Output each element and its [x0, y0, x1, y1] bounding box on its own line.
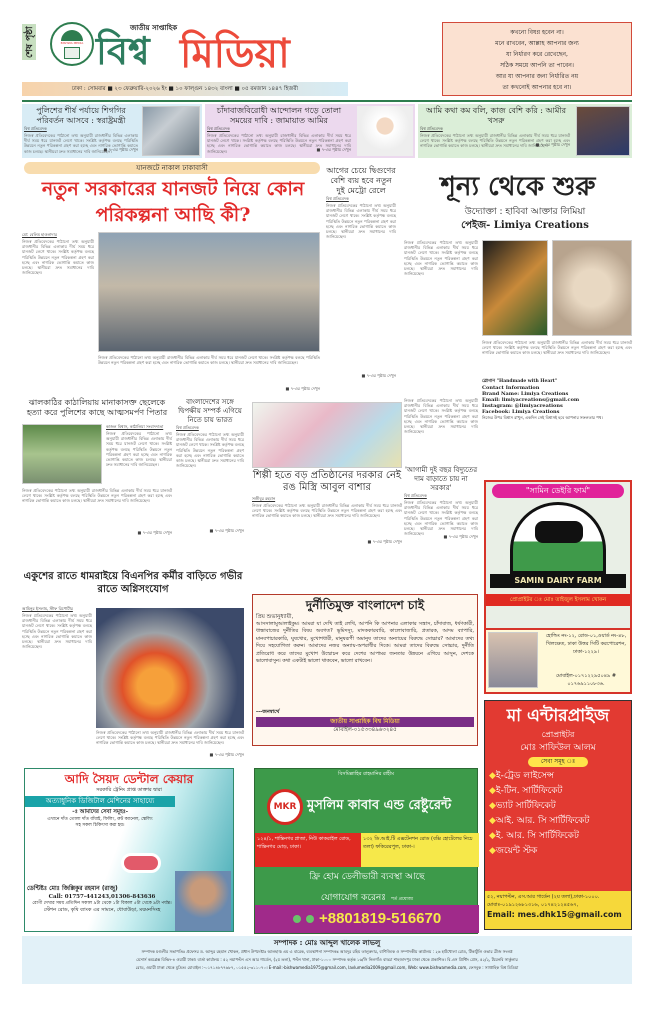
dairy-ad-contact	[484, 630, 632, 694]
ad-role: প্রোপ্রাইটর	[541, 730, 575, 739]
lead-body-bottom: নিজস্ব প্রতিবেদকের পাঠানো তথ্য অনুযায়ী রাজধানীর বিভিন্ন এলাকায় দীর্ঘ সময় ধরে যানজট লেগে থাকে। সংশ্লিষ্ট কর্তৃপক্ষ বলছে পরিস্থিতি উন্নয়নে নতুন পরিকল্পনা গ্রহণ করা হচ্ছে এবং নাগরিক ভোগান্তি কমাতে কাজ চলছে। স্থানীয়রা দ্রুত সমাধানের দাবি জানিয়েছেন।	[98, 355, 320, 366]
story-body: নিজস্ব প্রতিবেদকের পাঠানো তথ্য অনুযায়ী রাজধানীর বিভিন্ন এলাকায় দীর্ঘ সময় ধরে যানজট লেগে থাকে। সংশ্লিষ্ট কর্তৃপক্ষ বলছে পরিস্থিতি উন্নয়নে নতুন পরিকল্পনা গ্রহণ করা হচ্ছে এবং নাগরিক ভোগান্তি কমাতে কাজ চলছে। স্থানীয়রা দ্রুত সমাধানের দাবি জানিয়েছেন।	[22, 613, 92, 650]
continued-link[interactable]: ■ ৭-এর পৃষ্ঠায় দেখুন	[316, 147, 351, 152]
illustration-fire	[96, 608, 244, 728]
logo-text: BISHWA MEDIA	[60, 41, 84, 45]
fire-title[interactable]: একুশের রাতে ধামরাইয়ে বিএনপির কর্মীর বাড়িতে গভীর রাতে অগ্নিসংযোগ	[23, 571, 243, 595]
diamond-icon: ◆	[489, 846, 496, 856]
service-label: ই. আর. সি সার্টিফিকেট	[495, 831, 579, 841]
continued-link[interactable]: ■ ৭-এর পৃষ্ঠায় দেখুন	[209, 528, 244, 533]
story-title: 'আগামী দুই বছর বিদ্যুতের দাম বাড়াতে চায় না সরকার'	[404, 466, 478, 492]
email-link[interactable]: Email: limiyacreations@gmail.com	[482, 397, 580, 403]
jhalakathi-title[interactable]: ঝালকাঠির কাঠালিয়ায় মানাকাসক্ত ছেলেকে হত্যা করে পুলিশের কাছে আত্মসমর্পণ পিতার	[26, 398, 168, 417]
quote-line: তা কখনোই আপনার হবে না।	[502, 84, 572, 91]
service-label: আই. আর. সি সার্টিফিকেট	[495, 816, 590, 826]
proprietor: প্রোপ্রাইটর ঃ মোঃ তাইজুল ইসলাম খোকন	[486, 594, 630, 606]
story-body: নিজস্ব প্রতিবেদকের পাঠানো তথ্য অনুযায়ী রাজধানীর বিভিন্ন এলাকায় দীর্ঘ সময় ধরে যানজট লেগে থাকে। সংশ্লিষ্ট কর্তৃপক্ষ বলছে পরিস্থিতি উন্নয়নে নতুন পরিকল্পনা গ্রহণ করা হচ্ছে এবং নাগরিক ভোগান্তি কমাতে কাজ চলছে। স্থানীয়রা দ্রুত সমাধানের দাবি জানিয়েছেন।	[176, 432, 244, 469]
diamond-icon: ◆	[489, 801, 496, 811]
story-body: নিজস্ব প্রতিবেদকের পাঠানো তথ্য অনুযায়ী রাজধানীর বিভিন্ন এলাকায় দীর্ঘ সময় ধরে যানজট লেগে থাকে। সংশ্লিষ্ট কর্তৃপক্ষ বলছে পরিস্থিতি উন্নয়নে নতুন পরিকল্পনা গ্রহণ করা হচ্ছে এবং নাগরিক ভোগান্তি কমাতে কাজ চলছে। স্থানীয়রা দ্রুত সমাধানের দাবি জানিয়েছেন।	[207, 133, 351, 154]
footer-line: সম্পাদক মণ্ডলীর সভাপতিঃ প্রফেসর ড. আব্দুর রহমান খোকন, প্রধান উপদেষ্টাঃ আলহাজ্ব এম এ বারেক, ব্যবস্থাপনা সম্পাদকঃ আবদুর রহিম তালুকদার, বাণিজ্যিক ও সম্পাদকীয় কার্যালয় : ২৬ হাটখোলা রোড, টিকাটুলি ওভার ব্রীজ সংলগ্ন	[141, 949, 513, 954]
ad-title: "সামিন ডেইরি ফার্ম"	[492, 484, 624, 498]
service-item	[485, 844, 631, 859]
power-story[interactable]	[404, 466, 478, 546]
masthead-tagline: জাতীয় সাপ্তাহিক	[130, 24, 178, 32]
dairy-ad[interactable]	[484, 480, 632, 630]
photo-traffic-jam	[98, 232, 320, 352]
story-title: আমি কথা কম বলি, কাজ বেশি করি : আমীর খসরু	[425, 106, 567, 125]
story-body: নিজস্ব প্রতিবেদকের পাঠানো তথ্য অনুযায়ী রাজধানীর বিভিন্ন এলাকায় দীর্ঘ সময় ধরে যানজট লেগে থাকে। সংশ্লিষ্ট কর্তৃপক্ষ বলছে পরিস্থিতি উন্নয়নে নতুন পরিকল্পনা গ্রহণ করা হচ্ছে এবং নাগরিক ভোগান্তি কমাতে কাজ চলছে। স্থানীয়রা দ্রুত সমাধানের দাবি জানিয়েছেন।	[404, 500, 478, 537]
service-label: ভ্যাট সার্টিফিকেট	[495, 801, 556, 811]
story-title: আগের চেয়ে দ্বিগুণের বেশি ব্যয় হবে নতুন দুই মেট্রো রেলে	[326, 166, 396, 195]
footer-editor: সম্পাদক : মোঃ আব্দুল খালেক লাভলু	[273, 939, 381, 947]
services-label: -ঃ আমাদের সেবা সমূহঃ-	[71, 809, 129, 815]
diamond-icon: ◆	[489, 771, 496, 781]
cow-icon	[535, 521, 583, 543]
byline: মো: বেলিম হাওলাদার	[22, 232, 57, 237]
story-body: নিজস্ব প্রতিবেদকের পাঠানো তথ্য অনুযায়ী রাজধানীর বিভিন্ন এলাকায় দীর্ঘ সময় ধরে যানজট লেগে থাকে। সংশ্লিষ্ট কর্তৃপক্ষ বলছে পরিস্থিতি উন্নয়নে নতুন পরিকল্পনা গ্রহণ করা হচ্ছে এবং নাগরিক ভোগান্তি কমাতে কাজ চলছে। স্থানীয়রা দ্রুত সমাধানের দাবি জানিয়েছেন।	[22, 239, 94, 276]
continued-link[interactable]: ■ ৭-এর পৃষ্ঠায় দেখুন	[367, 539, 402, 544]
signature: ---জনস্বার্থে	[256, 709, 280, 715]
ad-banner: অত্যাধুনিক ডিজিটাল মেশিনের সাহায্যে	[25, 796, 175, 807]
byline: বিশ্ব প্রতিবেদক	[24, 126, 47, 131]
metro-story[interactable]	[326, 166, 396, 396]
globe-icon	[61, 30, 83, 41]
service-label: ই-ট্রেড লাইসেন্স	[495, 771, 555, 781]
salutation: প্রিয় শুভানুধ্যায়ী,	[256, 614, 294, 620]
phone-banner[interactable]	[255, 905, 479, 933]
story-body: নিজস্ব প্রতিবেদকের পাঠানো তথ্য অনুযায়ী রাজধানীর বিভিন্ন এলাকায় দীর্ঘ সময় ধরে যানজট লেগে থাকে। সংশ্লিষ্ট কর্তৃপক্ষ বলছে পরিস্থিতি উন্নয়নে নতুন পরিকল্পনা গ্রহণ করা হচ্ছে এবং নাগরিক ভোগান্তি কমাতে কাজ চলছে। স্থানীয়রা দ্রুত সমাধানের দাবি জানিয়েছেন।	[420, 133, 570, 149]
dateline: ঢাকা : সোমবার ■ ২৩ ফেব্রুয়ারি-২০২৬ ইং ■ ১০ ফাল্গুন ১৪৩২ বাংলা ■ ০৫ রমজান ১৪৪৭ হিজরী	[22, 82, 348, 96]
condition-note: শর্ত প্রযোজ্য	[391, 897, 414, 902]
diamond-icon: ◆	[489, 831, 496, 841]
cow-logo	[510, 502, 606, 574]
top-story-jamaat[interactable]	[205, 104, 415, 158]
kabab-ad[interactable]	[254, 768, 478, 934]
byline: বিশ্ব প্রতিবেদক	[420, 126, 443, 131]
byline: বিশ্ব প্রতিবেদক	[176, 425, 199, 430]
story-title: চাঁদাবাজবিরোধী আন্দোলন গড়ে তোলা সময়ের দাবি : জামায়াত আমির	[216, 106, 342, 125]
feature-headline: শূন্য থেকে শুরু	[440, 172, 596, 202]
top-story-khasru[interactable]	[418, 104, 632, 158]
box-banner: জাতীয় সাপ্তাহিক বিশ্ব মিডিয়া	[256, 717, 474, 727]
story-body: নিজস্ব প্রতিবেদকের পাঠানো তথ্য অনুযায়ী রাজধানীর বিভিন্ন এলাকায় দীর্ঘ সময় ধরে যানজট লেগে থাকে। সংশ্লিষ্ট কর্তৃপক্ষ বলছে পরিস্থিতি উন্নয়নে নতুন পরিকল্পনা গ্রহণ করা হচ্ছে এবং নাগরিক ভোগান্তি কমাতে কাজ চলছে। স্থানীয়রা দ্রুত সমাধানের দাবি জানিয়েছেন।	[252, 503, 402, 519]
hours: রোগী দেখার সময় প্রতিদিন সকাল ৯টা থেকে ১টা বিকাল ৫টা থেকে ৯টা পর্যন্ত।	[32, 901, 172, 906]
dentist-name: ডেন্টিষ্টঃ মোঃ জিল্লিকুর রহমান (রাজু)	[27, 885, 118, 892]
feature-body-continued: নিজস্ব প্রতিবেদকের পাঠানো তথ্য অনুযায়ী রাজধানীর বিভিন্ন এলাকায় দীর্ঘ সময় ধরে যানজট লেগে থাকে। সংশ্লিষ্ট কর্তৃপক্ষ বলছে পরিস্থিতি উন্নয়নে নতুন পরিকল্পনা গ্রহণ করা হচ্ছে এবং নাগরিক ভোগান্তি কমাতে কাজ চলছে। স্থানীয়রা দ্রুত সমাধানের দাবি জানিয়েছেন।	[404, 398, 478, 435]
contact-heading: Contact Information	[482, 385, 540, 391]
masthead-title-part1: বিশ্ব	[96, 28, 150, 73]
story-body: নিজস্ব প্রতিবেদকের পাঠানো তথ্য অনুযায়ী রাজধানীর বিভিন্ন এলাকায় দীর্ঘ সময় ধরে যানজট লেগে থাকে। সংশ্লিষ্ট কর্তৃপক্ষ বলছে পরিস্থিতি উন্নয়নে নতুন পরিকল্পনা গ্রহণ করা হচ্ছে এবং নাগরিক ভোগান্তি কমাতে কাজ চলছে। স্থানীয়রা দ্রুত সমাধানের দাবি জানিয়েছেন।	[24, 133, 138, 154]
ad-subtitle: সরকারি ট্রেনিং প্রাপ্ত ডাক্তার দ্বারা	[96, 787, 162, 793]
lead-kicker: যানজটে নাকাল ঢাকাবাসী	[24, 162, 320, 174]
footer-line: রোড, ওয়ারী ঢাকা থেকে মুদ্রিত। মোবাইল :-০১৭১৪৮৭৭৬৮৭, ০১৫৫২-৩১১০৭০। E-mail:-bishwamedia1975@gmail.com, lavlumedia2009@gmail.com, Web: www.bishwamedia.com, ফেসবুক : সাপ্তাহিক বিশ্ব মিডিয়া	[135, 965, 519, 970]
photo-handmade-bracelet	[482, 240, 548, 336]
top-story-police[interactable]	[22, 104, 202, 158]
masthead-rule	[22, 100, 632, 102]
call-number[interactable]: Call: 01757-441243,01306-843636	[48, 894, 156, 900]
story-title: বাংলাদেশের সঙ্গে দ্বিপক্ষীয় সম্পর্ক এগিয়ে নিতে চায় ভারত	[178, 398, 242, 424]
lead-headline[interactable]: নতুন সরকারের যানজট নিয়ে কোন পরিকল্পনা আছি কী?	[41, 178, 305, 226]
continued-link[interactable]: ■ ৭-এর পৃষ্ঠায় দেখুন	[103, 147, 138, 152]
byline: সজীবুর রহমান	[252, 496, 276, 501]
jhalakathi-body-2: নিজস্ব প্রতিবেদকের পাঠানো তথ্য অনুযায়ী রাজধানীর বিভিন্ন এলাকায় দীর্ঘ সময় ধরে যানজট লেগে থাকে। সংশ্লিষ্ট কর্তৃপক্ষ বলছে পরিস্থিতি উন্নয়নে নতুন পরিকল্পনা গ্রহণ করা হচ্ছে এবং নাগরিক ভোগান্তি কমাতে কাজ চলছে। স্থানীয়রা দ্রুত সমাধানের দাবি জানিয়েছেন।	[22, 488, 172, 504]
service-item	[485, 784, 631, 799]
artist-body	[252, 496, 402, 546]
jhalakathi-continued-link[interactable]: ■ ৭-এর পৃষ্ঠায় দেখুন	[137, 530, 172, 535]
byline: কাজল বিশ্বাস, কাঠালিয়া সংবাদদাতা	[106, 424, 164, 429]
feature-contact	[482, 340, 632, 422]
box-body: আসসালামুআলাইকুম। আমরা যা দেখি তাই লেখি, আপনি কি আপনার এলাকার সন্ত্রাস, চাঁদাবাজ, ধর্ষণকারী, ধান্ধাবাজের দুর্নীতির বিষয় অবগত? ভূমিদস্যু, মাদককারবারি, কালোবাজারি, প্রতারক, আদম ব্যাপারি, মানবপাচারকারি, ঘুষখোর, মুখোশধারী, মানুষরূপী অমানুষ তাদের অন্যায়ের বিরুদ্ধে সোচ্চার? আমাদের তথ্য দিয়ে সহযোগিতা করুন। আমাদের নজর অন্যায়-অপরাধীর দিকে। আমরা তাদের বিরুদ্ধে সোচ্চার, দুর্নীতি প্রতিরোধ করে তাদের মুখোশ উন্মোচন করে দেশের আপামর জনতার উন্নয়নে এগিয়ে আসুন, দেশকে ভালোবাসুন। কথা একটাই ভালো থাকবেন, ভালো রাখবেন।	[256, 621, 474, 665]
service-label: জয়েন্ট স্টক	[495, 846, 538, 856]
services-label: সেবা সমূহ ঃ	[528, 757, 588, 767]
ad-proprietor: মোঃ সাফিউল আলম	[520, 743, 596, 753]
byline: বিশ্ব প্রতিবেদক	[404, 493, 427, 498]
phone-number[interactable]: +8801819-516670	[318, 910, 442, 927]
address: ৫২, নয়াপল্টন, এস.আর গার্ডেন (২য় তলা),ঢাকা-১০০০.	[487, 894, 600, 900]
services: এখানে দাঁত তোলা দাঁত বাঁধাই, ফিলিং, রুট ক্যানেল, স্কেলিং সহ সকল চিকিৎসা করা হয়।	[47, 817, 153, 828]
phone-icon	[293, 915, 301, 923]
email[interactable]: Email: mes.dhk15@gmail.com	[487, 910, 622, 919]
story-body: নিজস্ব প্রতিবেদকের পাঠানো তথ্য অনুযায়ী রাজধানীর বিভিন্ন এলাকায় দীর্ঘ সময় ধরে যানজট লেগে থাকে। সংশ্লিষ্ট কর্তৃপক্ষ বলছে পরিস্থিতি উন্নয়নে নতুন পরিকল্পনা গ্রহণ করা হচ্ছে এবং নাগরিক ভোগান্তি কমাতে কাজ চলছে। স্থানীয়রা দ্রুত সমাধানের দাবি জানিয়েছেন।	[326, 203, 396, 240]
photo-minister	[142, 106, 200, 156]
anticorruption-box	[252, 594, 478, 746]
lead-body-left	[22, 232, 94, 382]
mobile: মোবাইল-০১৭১২২৯৫০৪৯ # ০১৭৬৯১১০৮৩৬.	[555, 673, 617, 687]
branch-address-2: ১৩২ ডি.আই.টি এক্সটেনশন রোড (বক্সি হোটেলের নিচে তলা) ফকিরেরপুল, ঢাকা-।	[361, 833, 479, 867]
teeth-illustration	[121, 853, 161, 873]
contact-label: যোগাযোগ করেনঃ	[320, 893, 387, 903]
address: স্টেশন রোড, কৃষি ব্যাংক এর সামনে, ধোবাউড়া, ময়মনসিংহ	[43, 907, 161, 913]
box-title: দুর্নীতিমুক্ত বাংলাদেশ চাই	[305, 598, 425, 612]
facebook-link[interactable]: Facebook: Limiya Creations	[482, 409, 560, 415]
story-title: পুলিশের শীর্ষ পর্যায়ে শিগগির পরিবর্তন আসবে : স্বরাষ্ট্রমন্ত্রী	[36, 106, 126, 125]
photo-handmade-jewelry	[552, 240, 632, 336]
delivery-text: ফ্রি হোম ডেলীভারী ব্যবস্থা আছে	[309, 872, 425, 882]
fire-continued-link[interactable]: ■ ৭-এর পৃষ্ঠায় দেখুন	[209, 752, 244, 757]
lead-continued-link[interactable]: ■ ৭-এর পৃষ্ঠায় দেখুন	[285, 386, 320, 391]
ad-top: বিসমিল্লাহির রাহমানির রাহীম	[338, 771, 394, 777]
story-body: নিজস্ব প্রতিবেদকের পাঠানো তথ্য অনুযায়ী রাজধানীর বিভিন্ন এলাকায় দীর্ঘ সময় ধরে যানজট লেগে থাকে। সংশ্লিষ্ট কর্তৃপক্ষ বলছে পরিস্থিতি উন্নয়নে নতুন পরিকল্পনা গ্রহণ করা হচ্ছে এবং নাগরিক ভোগান্তি কমাতে কাজ চলছে। স্থানীয়রা দ্রুত সমাধানের দাবি জানিয়েছেন।	[106, 431, 172, 468]
diamond-icon: ◆	[489, 816, 496, 826]
service-item	[485, 829, 631, 844]
photo-khasru	[576, 106, 630, 156]
photo-jhalakathi	[22, 424, 102, 484]
diamond-icon: ◆	[489, 786, 496, 796]
quote-line: যা নির্ধারণ করে রেখেছেন,	[506, 51, 568, 58]
feature-entrepreneur: উদ্যোক্তা : হাবিবা আক্তার লিমিয়া	[464, 207, 586, 217]
continued-link[interactable]: ■ ৭-এর পৃষ্ঠায় দেখুন	[535, 142, 570, 147]
closing-quote: নিজের উপর বিশ্বাস রাখুন, একদিন সেই বিশ্বাসই হবে আপনার সফলতার পথ।	[482, 415, 603, 420]
farm-name: SAMIN DAIRY FARM	[490, 574, 626, 588]
continued-link[interactable]: ■ ৭-এর পৃষ্ঠায় দেখুন	[443, 534, 478, 539]
quote-line: আর যা আপনার জন্য নির্ধারিত নয়	[495, 73, 579, 80]
ad-title: আদি সৈয়দ ডেন্টাল কেয়ার	[64, 772, 194, 786]
footer	[22, 936, 632, 984]
ad-title: মুসলিম কাবাব এন্ড রেষ্টুরেন্ট	[307, 798, 452, 813]
newspaper-icon	[64, 47, 80, 59]
instagram-link[interactable]: Instagram: @limiyacreations	[482, 403, 563, 409]
brand-name: Brand Name: Limiya Creations	[482, 391, 569, 397]
quote-line: সঠিক সময়ে আপনি তা পাবেন।	[500, 62, 574, 69]
box-mobile: মোবাইল-০১৫৩৩৪৯৬৩২৪৫	[333, 727, 397, 733]
photo-mural	[252, 402, 402, 468]
quote-box	[442, 22, 632, 96]
byline: বিশ্ব প্রতিবেদক	[207, 126, 230, 131]
logo-emblem	[50, 22, 94, 66]
continued-link[interactable]: ■ ৭-এর পৃষ্ঠায় দেখুন	[361, 373, 396, 378]
dental-ad[interactable]	[24, 768, 234, 932]
feature-page: পেইজ- Limiya Creations	[461, 220, 589, 231]
byline: আমিনুর ইসলাম, স্টাফ রিপোর্টার	[22, 606, 73, 611]
photo-dentist	[175, 871, 231, 931]
side-tab: শেষ পৃষ্ঠা	[22, 24, 36, 60]
feature-body: নিজস্ব প্রতিবেদকের পাঠানো তথ্য অনুযায়ী রাজধানীর বিভিন্ন এলাকায় দীর্ঘ সময় ধরে যানজট লেগে থাকে। সংশ্লিষ্ট কর্তৃপক্ষ বলছে পরিস্থিতি উন্নয়নে নতুন পরিকল্পনা গ্রহণ করা হচ্ছে এবং নাগরিক ভোগান্তি কমাতে কাজ চলছে। স্থানীয়রা দ্রুত সমাধানের দাবি জানিয়েছেন।	[404, 240, 478, 277]
service-item	[485, 769, 631, 784]
quote-line: কখনো বিষণ্ণ হবেন না।	[510, 29, 564, 36]
quote-line: মনে রাখবেন, আল্লাহ আপনার জন্য	[495, 40, 579, 47]
india-story[interactable]	[176, 398, 244, 538]
artist-title[interactable]: শিল্পী হতে বড় প্রতিষ্ঠানের দরকার নেই রঙ মিস্ত্রি আবুল বাশার	[252, 470, 402, 493]
address: হোল্ডিং নং-১২, রোড-০১,ওয়ার্ড নং-৪৮, খিলক্ষেত, ঢাকা উত্তর সিটি করপোরেশন, ঢাকা-১২২৯।	[545, 633, 627, 655]
fire-body	[22, 606, 92, 756]
footer-line: মেসার্স কমপ্লেক্স বিল্ডিং-৪ ওয়ারী ঢাকা। বার্তা কার্যালয় : ৫২ নয়াপল্টন এস আর গার্ডেন, (২য় তলা), পল্টন থানা, ঢাকা-১০০০ সম্পাদক কর্তৃক ১৬/সি নিলগাঁও বাড্ডা শাহজাদপুর ঢাকা থেকে প্রকাশিত। বি.এস প্রিন্টিং প্রেস, ৫২/২, টয়েনবি সার্কুলার	[136, 957, 518, 962]
service-item	[485, 799, 631, 814]
byline: বিশ্ব প্রতিবেদক	[326, 196, 349, 201]
photo-proprietor	[488, 632, 538, 688]
whatsapp-icon	[306, 915, 314, 923]
story-body: নিজস্ব প্রতিবেদকের পাঠানো তথ্য অনুযায়ী রাজধানীর বিভিন্ন এলাকায় দীর্ঘ সময় ধরে যানজট লেগে থাকে। সংশ্লিষ্ট কর্তৃপক্ষ বলছে পরিস্থিতি উন্নয়নে নতুন পরিকল্পনা গ্রহণ করা হচ্ছে এবং নাগরিক ভোগান্তি কমাতে কাজ চলছে। স্থানীয়রা দ্রুত সমাধানের দাবি জানিয়েছেন।	[482, 340, 632, 356]
mkr-logo: MKR	[267, 789, 303, 825]
enterprise-contact	[485, 891, 631, 929]
branch-address-1: ১২৪/১, শান্তিনগর প্লাজা, নিউ কাকরাইল রোড, শান্তিনগর মোড়, ঢাকা।	[255, 833, 361, 867]
service-label: ই-টিন. সার্টিফিকেট	[495, 786, 563, 796]
photo-jamaat-amir	[357, 106, 413, 156]
masthead-title-part2: মিডিয়া	[180, 30, 290, 77]
fire-body-2: নিজস্ব প্রতিবেদকের পাঠানো তথ্য অনুযায়ী রাজধানীর বিভিন্ন এলাকায় দীর্ঘ সময় ধরে যানজট লেগে থাকে। সংশ্লিষ্ট কর্তৃপক্ষ বলছে পরিস্থিতি উন্নয়নে নতুন পরিকল্পনা গ্রহণ করা হচ্ছে এবং নাগরিক ভোগান্তি কমাতে কাজ চলছে। স্থানীয়রা দ্রুত সমাধানের দাবি জানিয়েছেন।	[96, 730, 244, 746]
ad-title: মা এন্টারপ্রাইজ	[506, 706, 610, 726]
enterprise-ad[interactable]	[484, 700, 632, 930]
service-item	[485, 814, 631, 829]
slogan: স্লোগান "Handmade with Heart"	[482, 379, 558, 384]
mobile: মোবাঃ-০১৯১২৬৮১৩১৬, ০১৭৪২১২৪৫৬৭,	[487, 902, 579, 908]
